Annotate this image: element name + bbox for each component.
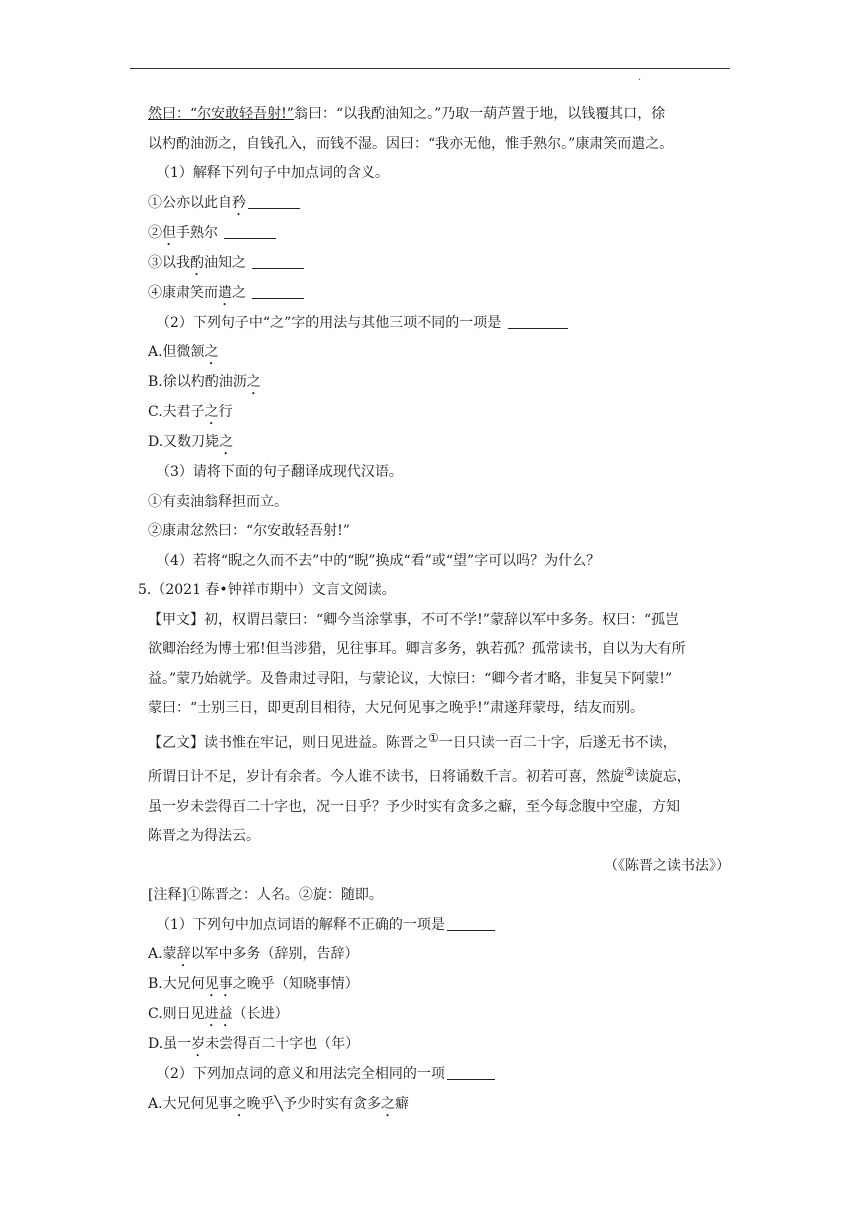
- document-page: [138, 100, 730, 1120]
- q4-item-4: ④康肃笑而遣之: [148, 279, 730, 309]
- q5-header: 5.（2021 春•钟祥市期中）文言文阅读。: [138, 582, 396, 598]
- footnote-marker: ②: [624, 765, 635, 779]
- q4-item-3: ③以我酌油知之: [148, 249, 730, 279]
- q4-option-c: C.夫君子之行: [148, 404, 233, 420]
- q4-item-2: ②但手熟尔: [148, 219, 730, 249]
- q4-option-b: B.徐以杓酌油沥之: [148, 374, 261, 390]
- header-rule: [130, 68, 730, 69]
- q4-subquestion-2: （2）下列句子中“之”字的用法与其他三项不同的一项是: [148, 309, 730, 339]
- answer-blank: [252, 284, 304, 299]
- yi-text-line: 所谓日计不足，岁计有余者。今人谁不读书，日将诵数千言。初若可喜，然旋②读旋忘，: [148, 765, 691, 785]
- q4-translate-2: ②康肃忿然曰：“尔安敢轻吾射!”: [148, 523, 350, 539]
- q5-s2-option-a: A.大兄何见事之晚乎╲予少时实有贪多之癖: [148, 1095, 409, 1112]
- header-dot: .: [638, 72, 642, 83]
- annotation-note: [注释]①陈晋之：人名。②旋：随即。: [148, 887, 383, 903]
- q4-option-a: A.但微颔之: [148, 344, 219, 360]
- answer-blank: [447, 916, 495, 931]
- q4-subquestion-1: （1）解释下列句子中加点词的含义。: [156, 165, 389, 181]
- q4-subquestion-4: （4）若将“睨之久而不去”中的“睨”换成“看”或“望”字可以吗？为什么？: [156, 552, 601, 569]
- answer-blank: [508, 314, 568, 329]
- answer-blank: [224, 224, 276, 239]
- q5-subquestion-1: （1）下列句中加点词语的解释不正确的一项是: [148, 911, 730, 941]
- q4-option-d: D.又数刀毙之: [148, 434, 234, 450]
- q5-option-a: A.蒙辞以军中多务（辞别，告辞）: [148, 946, 359, 962]
- answer-blank: [447, 1065, 495, 1080]
- passage-line: 然曰：“尔安敢轻吾射!”翁曰：“以我酌油知之。”乃取一葫芦置于地，以钱覆其口，徐: [148, 106, 666, 122]
- q5-option-c: C.则日见进益（长进）: [148, 1006, 289, 1022]
- jia-text-line: 蒙曰：“士别三日，即更刮目相待，大兄何见事之晚乎!”肃遂拜蒙母，结友而别。: [148, 700, 644, 716]
- yi-text-line: 虽一岁未尝得百二十字也，况一日乎？予少时实有贪多之癖，至今每念腹中空虚，方知: [148, 798, 680, 815]
- underlined-quote: 然曰：“尔安敢轻吾射!”: [148, 106, 294, 122]
- yi-text-line: 【乙文】读书惟在牢记，则日见进益。陈晋之①一日只读一百二十字，后遂无书不读，: [148, 730, 677, 751]
- footnote-marker: ①: [428, 730, 439, 745]
- source-citation: （《陈晋之读书法》）: [604, 857, 730, 874]
- answer-blank: [248, 194, 300, 209]
- q4-translate-1: ①有卖油翁释担而立。: [148, 493, 288, 510]
- q5-subquestion-2: （2）下列加点词的意义和用法完全相同的一项: [148, 1060, 730, 1090]
- jia-text-line: 益。”蒙乃始就学。及鲁肃过寻阳，与蒙论议，大惊曰：“卿今者才略，非复吴下阿蒙!”: [148, 670, 673, 687]
- passage-line: 以杓酌油沥之，自钱孔入，而钱不湿。因曰：“我亦无他，惟手熟尔。”康肃笑而遣之。: [148, 135, 674, 152]
- q4-item-1: ①公亦以此自矜: [148, 189, 730, 219]
- q5-option-d: D.虽一岁未尝得百二十字也（年）: [148, 1036, 360, 1052]
- jia-text-line: 欲卿治经为博士邪!但当涉猎，见往事耳。卿言多务，孰若孤？孤常读书，自以为大有所: [148, 641, 686, 657]
- yi-text-line: 陈晋之为得法云。: [148, 828, 260, 844]
- answer-blank: [252, 254, 304, 269]
- q5-option-b: B.大兄何见事之晚乎（知晓事情）: [148, 976, 359, 992]
- jia-text-line: 【甲文】初，权谓吕蒙曰：“卿今当涂掌事，不可不学!”蒙辞以军中多务。权曰：“孤岂: [148, 611, 680, 628]
- q4-subquestion-3: （3）请将下面的句子翻译成现代汉语。: [156, 464, 403, 480]
